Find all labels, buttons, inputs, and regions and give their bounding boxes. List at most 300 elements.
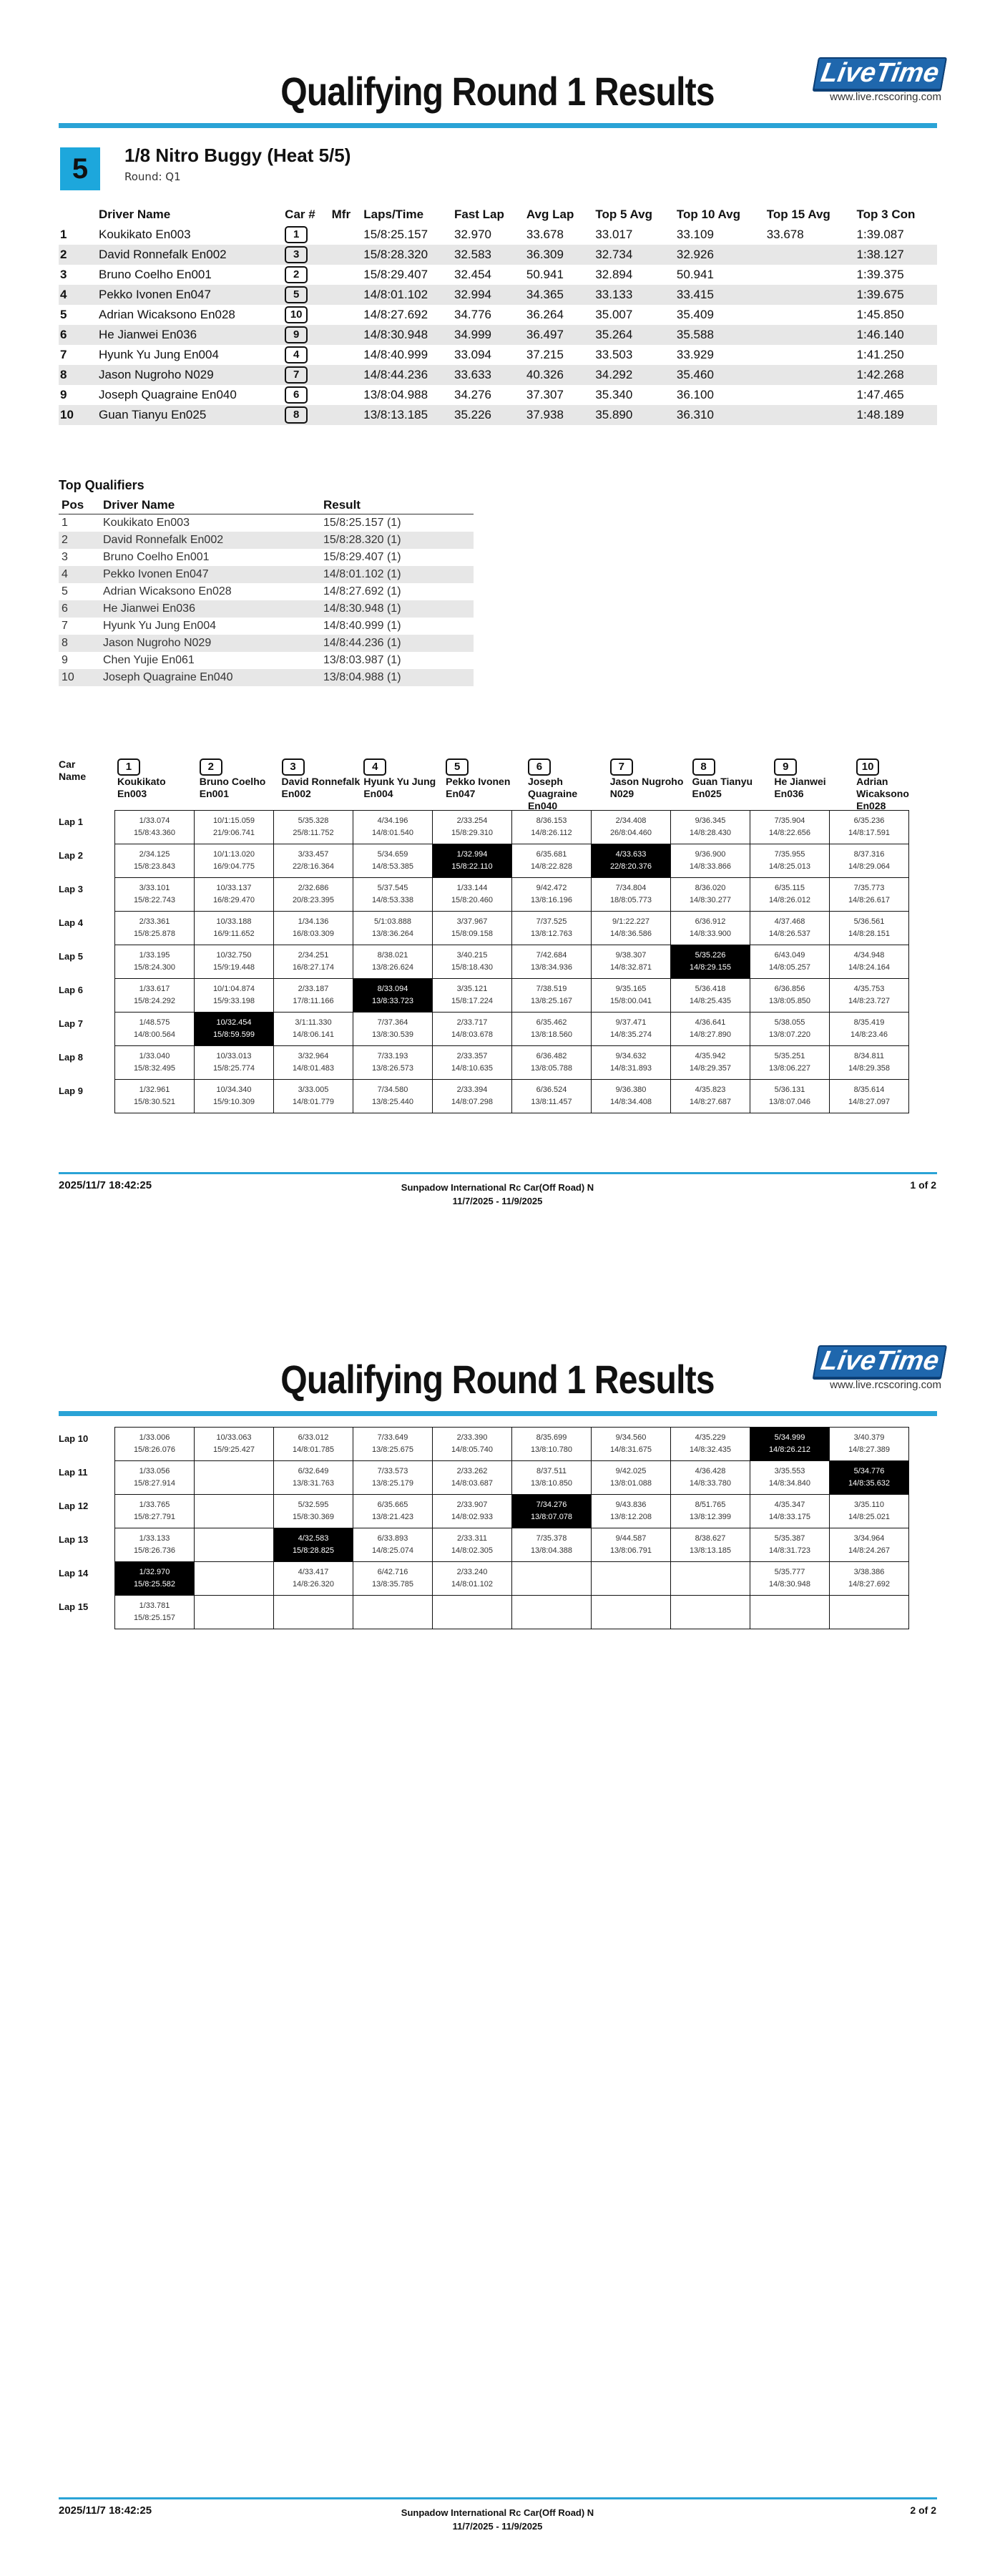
lap-time: 5/36.418: [695, 985, 726, 993]
result-car-number: 5: [285, 286, 308, 303]
lap-cumulative: 26/8:04.460: [609, 829, 652, 837]
lap-time: 8/36.153: [536, 816, 567, 825]
lap-time: 3/34.964: [853, 1534, 885, 1543]
result-top3con: 1:45.850: [856, 308, 904, 321]
lap-row: [59, 979, 909, 1013]
result-fast: 33.633: [451, 365, 524, 385]
lap-cumulative: 15/8:25.878: [133, 930, 176, 938]
result-fast: 32.583: [451, 245, 524, 265]
lap-cell: [433, 1495, 512, 1528]
lap-time: 6/35.665: [377, 1501, 408, 1509]
lap-cumulative: 14/8:35.274: [609, 1030, 652, 1039]
lap-cell: [592, 1562, 671, 1596]
lap-cell: [750, 1013, 830, 1046]
lap-time: 9/42.025: [615, 1467, 647, 1475]
lap-cell: [512, 912, 592, 945]
top-qualifier-row: [59, 549, 474, 566]
lap-cell: [830, 1528, 909, 1562]
result-driver: Koukikato En003: [99, 228, 191, 241]
qualifier-driver: Jason Nugroho N029: [100, 635, 320, 652]
lap-time: 2/33.240: [456, 1568, 488, 1576]
lap-cumulative: 15/8:59.599: [212, 1030, 255, 1039]
lap-time: 4/33.417: [298, 1568, 329, 1576]
lap-time: 1/33.144: [456, 884, 488, 892]
result-laps: 15/8:28.320: [361, 245, 451, 265]
result-top10: 50.941: [676, 268, 714, 281]
lap-time: 1/33.056: [139, 1467, 170, 1475]
result-car-cell: [282, 305, 328, 325]
lap-cumulative: 13/8:07.078: [530, 1513, 573, 1521]
lap-cell: [195, 1495, 274, 1528]
header-rule: [59, 1411, 937, 1416]
lap-cumulative: 13/8:06.791: [609, 1546, 652, 1555]
lap-label: Lap 11: [59, 1466, 88, 1478]
result-laps: 15/8:29.407: [363, 268, 428, 281]
footer-rule: [59, 2497, 937, 2499]
result-top5: 34.292: [592, 365, 674, 385]
result-top15: [764, 385, 854, 405]
lap-cumulative: 14/8:25.074: [371, 1546, 414, 1555]
lap-cumulative: 15/8:17.224: [451, 997, 494, 1005]
lap-grid-car-number: 3: [282, 758, 305, 776]
lap-time: 5/32.595: [298, 1501, 329, 1509]
lap-cumulative: 14/8:29.155: [689, 963, 732, 972]
result-mfr: [329, 365, 361, 385]
result-top5: 35.340: [595, 388, 633, 401]
qualifier-driver: Chen Yujie En061: [103, 654, 195, 666]
lap-grid-driver-header-cell: [526, 758, 609, 812]
lap-cumulative: 14/8:26.320: [292, 1580, 335, 1589]
lap-cell: [671, 1461, 750, 1495]
result-car-number: 2: [285, 266, 308, 283]
result-top5: 32.894: [595, 268, 633, 281]
result-top10: 32.926: [674, 245, 764, 265]
lap-cumulative: 13/8:07.220: [768, 1030, 811, 1039]
qualifier-result: 14/8:27.692 (1): [323, 585, 401, 597]
lap-row: [59, 1461, 909, 1495]
lap-cell: [353, 1596, 433, 1629]
result-car-cell: [282, 325, 328, 345]
lap-time: 4/36.428: [695, 1467, 726, 1475]
lap-cumulative: 13/8:06.227: [768, 1064, 811, 1073]
lap-cumulative: 13/8:12.208: [609, 1513, 652, 1521]
lap-cell: [830, 979, 909, 1013]
lap-grid-driver-name: Joseph Quagraine En040: [527, 776, 578, 811]
lap-cumulative: 14/8:34.840: [768, 1479, 811, 1488]
lap-time: 7/38.519: [536, 985, 567, 993]
result-top3con: 1:38.127: [854, 245, 937, 265]
lap-cell: [671, 1046, 750, 1080]
lap-time: 7/37.525: [536, 917, 567, 926]
lap-cumulative: 13/8:33.723: [371, 997, 414, 1005]
lap-cell: [115, 1528, 195, 1562]
lap-cell: [195, 1046, 274, 1080]
lap-cell: [195, 979, 274, 1013]
lap-grid-driver-header-cell: [691, 758, 773, 812]
lap-row: [59, 844, 909, 878]
top-qualifiers-table: [59, 497, 474, 686]
lap-cell-fastest: [750, 1428, 830, 1461]
lap-grid-page-1: [59, 810, 909, 1113]
result-car-number: 7: [285, 366, 308, 384]
footer-page-number: 1 of 2: [910, 1179, 936, 1191]
lap-cumulative: 15/8:00.041: [609, 997, 652, 1005]
lap-cumulative: 13/8:35.785: [371, 1580, 414, 1589]
lap-time: 2/33.390: [456, 1433, 488, 1442]
lap-cumulative: 14/8:03.678: [451, 1030, 494, 1039]
top-qualifier-row: [59, 635, 474, 652]
lap-cumulative: 15/8:09.158: [451, 930, 494, 938]
lap-time: 4/36.641: [695, 1018, 726, 1027]
lap-grid-driver-name: Koukikato En003: [117, 776, 166, 799]
lap-cumulative: 14/8:29.064: [848, 862, 891, 871]
result-top5: 33.133: [592, 285, 674, 305]
lap-cell: [750, 878, 830, 912]
lap-cumulative: 15/8:25.157: [133, 1614, 176, 1622]
lap-time: 2/33.357: [456, 1052, 488, 1060]
lap-time: 4/34.196: [377, 816, 408, 825]
lap-time: 9/1:22.227: [612, 917, 650, 926]
lap-cumulative: 13/8:31.763: [292, 1479, 335, 1488]
lap-label: Lap 14: [59, 1567, 89, 1579]
lap-cell: [671, 1495, 750, 1528]
qualifier-pos: 3: [62, 551, 68, 563]
result-fast: 32.454: [454, 268, 491, 281]
top-qualifier-row: [59, 566, 474, 583]
lap-cell: [592, 1046, 671, 1080]
lap-cell: [512, 979, 592, 1013]
logo-url: www.live.rcscoring.com: [830, 91, 941, 103]
lap-time: 3/40.215: [456, 951, 488, 960]
result-avg: 36.497: [524, 325, 592, 345]
lap-cumulative: 15/8:26.076: [133, 1445, 176, 1454]
result-top3con: 1:47.465: [856, 388, 904, 401]
lap-cell: [353, 1528, 433, 1562]
lap-grid-driver-header-cell: [198, 758, 280, 812]
lap-cumulative: 14/8:01.102: [451, 1580, 494, 1589]
lap-cell: [512, 1562, 592, 1596]
lap-time: 5/38.055: [774, 1018, 805, 1027]
lap-cumulative: 15/8:30.521: [133, 1098, 176, 1106]
lap-cumulative: 15/9:25.427: [212, 1445, 255, 1454]
result-laps: 14/8:40.999: [363, 348, 428, 361]
lap-cumulative: 14/8:02.933: [451, 1513, 494, 1521]
lap-time: 2/33.361: [139, 917, 170, 926]
lap-time: 10/33.063: [216, 1433, 252, 1442]
lap-time: 7/35.773: [853, 884, 885, 892]
result-car-number: 1: [285, 226, 308, 243]
footer-rule: [59, 1172, 937, 1174]
lap-cell: [115, 979, 195, 1013]
lap-cumulative: 14/8:22.828: [530, 862, 573, 871]
result-laps: 13/8:04.988: [363, 388, 428, 401]
result-driver: He Jianwei En036: [96, 325, 282, 345]
livetime-logo: [765, 57, 944, 103]
qualifier-driver: Bruno Coelho En001: [103, 551, 210, 563]
result-car-number: 9: [285, 326, 308, 343]
top-qualifiers-col-header: Driver Name: [100, 497, 320, 514]
lap-cell: [592, 878, 671, 912]
lap-time: 6/35.462: [536, 1018, 567, 1027]
result-car-cell: [282, 245, 328, 265]
result-top3con: 1:48.189: [854, 405, 937, 425]
top-qualifier-row: [59, 618, 474, 635]
lap-time: 8/35.699: [536, 1433, 567, 1442]
lap-time: 9/35.165: [615, 985, 647, 993]
lap-cumulative: 14/8:33.175: [768, 1513, 811, 1521]
result-top3con: 1:46.140: [854, 325, 937, 345]
qualifier-pos: 7: [62, 620, 68, 632]
lap-label: Lap 10: [59, 1433, 89, 1444]
qualifier-result: 14/8:30.948 (1): [320, 600, 474, 618]
result-position: 7: [60, 348, 67, 361]
results-row: [59, 365, 937, 385]
lap-cell: [830, 912, 909, 945]
lap-time: 5/34.999: [774, 1433, 805, 1442]
lap-cell: [115, 1461, 195, 1495]
lap-time: 3/32.964: [298, 1052, 329, 1060]
lap-cumulative: 14/8:25.013: [768, 862, 811, 871]
lap-time: 3/33.457: [298, 850, 329, 859]
lap-time: 7/34.804: [615, 884, 647, 892]
lap-cell-fastest: [830, 1461, 909, 1495]
lap-cumulative: 14/8:30.948: [768, 1580, 811, 1589]
lap-cell: [274, 1046, 353, 1080]
result-top3con: 1:39.675: [854, 285, 937, 305]
page-title: Qualifying Round 1 Results: [280, 69, 715, 114]
lap-label: Lap 3: [59, 883, 83, 894]
lap-cell: [512, 1428, 592, 1461]
lap-cumulative: 20/8:23.395: [292, 896, 335, 904]
lap-cell: [353, 912, 433, 945]
lap-cumulative: 15/8:32.495: [133, 1064, 176, 1073]
lap-cumulative: 15/9:10.309: [212, 1098, 255, 1106]
result-position: 5: [60, 308, 67, 321]
name-label: Name: [59, 771, 87, 782]
lap-time: 5/36.561: [853, 917, 885, 926]
lap-cumulative: 16/8:03.309: [292, 930, 335, 938]
qualifier-result: 14/8:44.236 (1): [320, 635, 474, 652]
page-title: Qualifying Round 1 Results: [280, 1357, 715, 1402]
lap-time: 6/35.681: [536, 850, 567, 859]
lap-time: 9/43.836: [615, 1501, 647, 1509]
lap-time: 1/33.006: [139, 1433, 170, 1442]
result-top5: 33.503: [595, 348, 633, 361]
lap-cumulative: 13/8:25.167: [530, 997, 573, 1005]
lap-cumulative: 13/8:16.196: [530, 896, 573, 904]
result-top15: [764, 345, 854, 365]
result-position: 9: [60, 388, 67, 401]
lap-cell: [195, 912, 274, 945]
lap-cumulative: 13/8:18.560: [530, 1030, 573, 1039]
top-qualifier-row: [59, 600, 474, 618]
lap-cell: [512, 811, 592, 844]
qualifier-pos: 8: [59, 635, 100, 652]
result-laps: 14/8:30.948: [361, 325, 451, 345]
lap-cell: [830, 1428, 909, 1461]
lap-time: 10/1:13.020: [212, 850, 255, 859]
results-row: [59, 345, 937, 365]
car-name-label: [59, 758, 116, 812]
result-top5: 35.890: [592, 405, 674, 425]
result-top10: 33.109: [676, 228, 714, 241]
lap-cumulative: 15/8:27.914: [133, 1479, 176, 1488]
lap-row: [59, 1495, 909, 1528]
lap-cumulative: 14/8:01.785: [292, 1445, 335, 1454]
lap-cumulative: 15/8:20.460: [451, 896, 494, 904]
lap-time: 6/33.012: [298, 1433, 329, 1442]
results-row: [59, 225, 937, 245]
lap-cell: [433, 1013, 512, 1046]
lap-cumulative: 14/8:30.277: [689, 896, 732, 904]
result-mfr: [329, 385, 361, 405]
lap-cell: [433, 979, 512, 1013]
lap-row: [59, 1080, 909, 1113]
result-car-cell: [282, 345, 328, 365]
results-col-header: Avg Lap: [526, 208, 574, 221]
lap-time: 2/33.262: [456, 1467, 488, 1475]
footer-event: [0, 2506, 995, 2533]
race-number-badge: 5: [60, 147, 100, 190]
lap-time: 6/43.049: [774, 951, 805, 960]
lap-time: 9/34.632: [615, 1052, 647, 1060]
lap-cumulative: 17/8:11.166: [293, 997, 334, 1005]
footer-event: [0, 1181, 995, 1208]
lap-time: 6/32.649: [298, 1467, 329, 1475]
lap-cumulative: 14/8:00.564: [133, 1030, 176, 1039]
lap-time: 4/35.823: [695, 1085, 726, 1094]
lap-time: 9/34.560: [615, 1433, 647, 1442]
lap-time: 1/33.133: [139, 1534, 170, 1543]
lap-time: 6/36.524: [536, 1085, 567, 1094]
lap-cell: [671, 844, 750, 878]
lap-cell: [750, 844, 830, 878]
lap-time: 7/33.573: [377, 1467, 408, 1475]
lap-cumulative: 25/8:11.752: [293, 829, 334, 837]
result-car-cell: [282, 365, 328, 385]
lap-cell: [830, 1562, 909, 1596]
lap-cumulative: 14/8:32.435: [689, 1445, 732, 1454]
lap-cell: [750, 1461, 830, 1495]
lap-cumulative: 15/8:22.743: [133, 896, 176, 904]
results-header-row: [59, 205, 937, 225]
lap-cell-fastest: [592, 844, 671, 878]
lap-cell: [115, 811, 195, 844]
lap-grid-driver-name: Pekko Ivonen En047: [446, 776, 511, 799]
footer-event-name: Sunpadow International Rc Car(Off Road) N: [401, 2507, 594, 2518]
lap-cell: [750, 945, 830, 979]
lap-cell: [592, 1428, 671, 1461]
result-top3con: 1:41.250: [856, 348, 904, 361]
lap-cumulative: 14/8:07.298: [451, 1098, 494, 1106]
lap-cumulative: 15/8:26.736: [133, 1546, 176, 1555]
lap-time: 7/42.684: [536, 951, 567, 960]
lap-row: [59, 1046, 909, 1080]
lap-cell: [195, 945, 274, 979]
result-fast: 34.999: [451, 325, 524, 345]
lap-cumulative: 13/8:34.936: [530, 963, 573, 972]
lap-time: 9/36.380: [615, 1085, 647, 1094]
lap-cell: [433, 945, 512, 979]
top-qualifiers-heading: Top Qualifiers: [59, 478, 144, 492]
lap-row: [59, 945, 909, 979]
lap-cumulative: 21/9:06.741: [212, 829, 255, 837]
lap-cell: [830, 811, 909, 844]
lap-grid-car-number: 2: [200, 758, 222, 776]
lap-grid-driver-name: Guan Tianyu En025: [692, 776, 753, 799]
top-qualifier-row: [59, 583, 474, 600]
result-top3con: 1:42.268: [854, 365, 937, 385]
results-col-header: Top 10 Avg: [676, 208, 741, 221]
lap-cell: [433, 1046, 512, 1080]
result-top10: 33.929: [676, 348, 714, 361]
qualifier-result: 13/8:03.987 (1): [323, 654, 401, 666]
lap-label: Lap 8: [59, 1051, 83, 1063]
results-row: [59, 285, 937, 305]
result-car-number: 3: [285, 246, 308, 263]
result-position: 1: [60, 228, 67, 241]
lap-cell: [750, 1080, 830, 1113]
lap-cumulative: 14/8:03.687: [451, 1479, 494, 1488]
results-row: [59, 385, 937, 405]
lap-time: 9/37.471: [615, 1018, 647, 1027]
lap-cell: [671, 979, 750, 1013]
result-avg: 33.678: [526, 228, 564, 241]
lap-cell-fastest: [512, 1495, 592, 1528]
lap-cumulative: 14/8:28.151: [848, 930, 891, 938]
lap-cell: [830, 1596, 909, 1629]
lap-cumulative: 14/8:27.692: [848, 1580, 891, 1589]
result-top10: 33.415: [674, 285, 764, 305]
lap-time: 6/36.482: [536, 1052, 567, 1060]
lap-cumulative: 15/8:25.774: [212, 1064, 255, 1073]
result-car-cell: [282, 385, 328, 405]
header-rule: [59, 123, 937, 128]
lap-time: 4/35.229: [695, 1433, 726, 1442]
lap-cell: [750, 1596, 830, 1629]
lap-grid-driver-header-cell: [855, 758, 937, 812]
lap-time: 3/37.967: [456, 917, 488, 926]
lap-cumulative: 14/8:36.586: [609, 930, 652, 938]
lap-cell: [592, 1013, 671, 1046]
lap-time: 5/35.387: [774, 1534, 805, 1543]
lap-cumulative: 13/8:26.624: [371, 963, 414, 972]
result-avg: 36.264: [526, 308, 564, 321]
result-top3con: 1:39.087: [856, 228, 904, 241]
lap-cumulative: 15/8:23.843: [133, 862, 176, 871]
lap-cell: [671, 1428, 750, 1461]
qualifier-driver: He Jianwei En036: [100, 600, 320, 618]
lap-row: [59, 1562, 909, 1596]
qualifier-driver: Hyunk Yu Jung En004: [103, 620, 217, 632]
lap-time: 3/1:11.330: [295, 1018, 332, 1027]
lap-time: 8/37.316: [853, 850, 885, 859]
lap-label: Lap 2: [59, 849, 83, 861]
result-fast: 34.276: [454, 388, 491, 401]
results-row: [59, 245, 937, 265]
lap-cell-fastest: [671, 945, 750, 979]
lap-cell: [830, 1046, 909, 1080]
lap-time: 6/35.115: [774, 884, 805, 892]
lap-row: [59, 912, 909, 945]
lap-time: 10/32.750: [216, 951, 252, 960]
lap-time: 7/35.904: [774, 816, 805, 825]
logo-wordmark: LiveTime: [813, 57, 947, 90]
lap-cell: [512, 1046, 592, 1080]
lap-cell: [671, 1528, 750, 1562]
race-round: Round: Q1: [124, 170, 181, 183]
result-mfr: [329, 345, 361, 365]
